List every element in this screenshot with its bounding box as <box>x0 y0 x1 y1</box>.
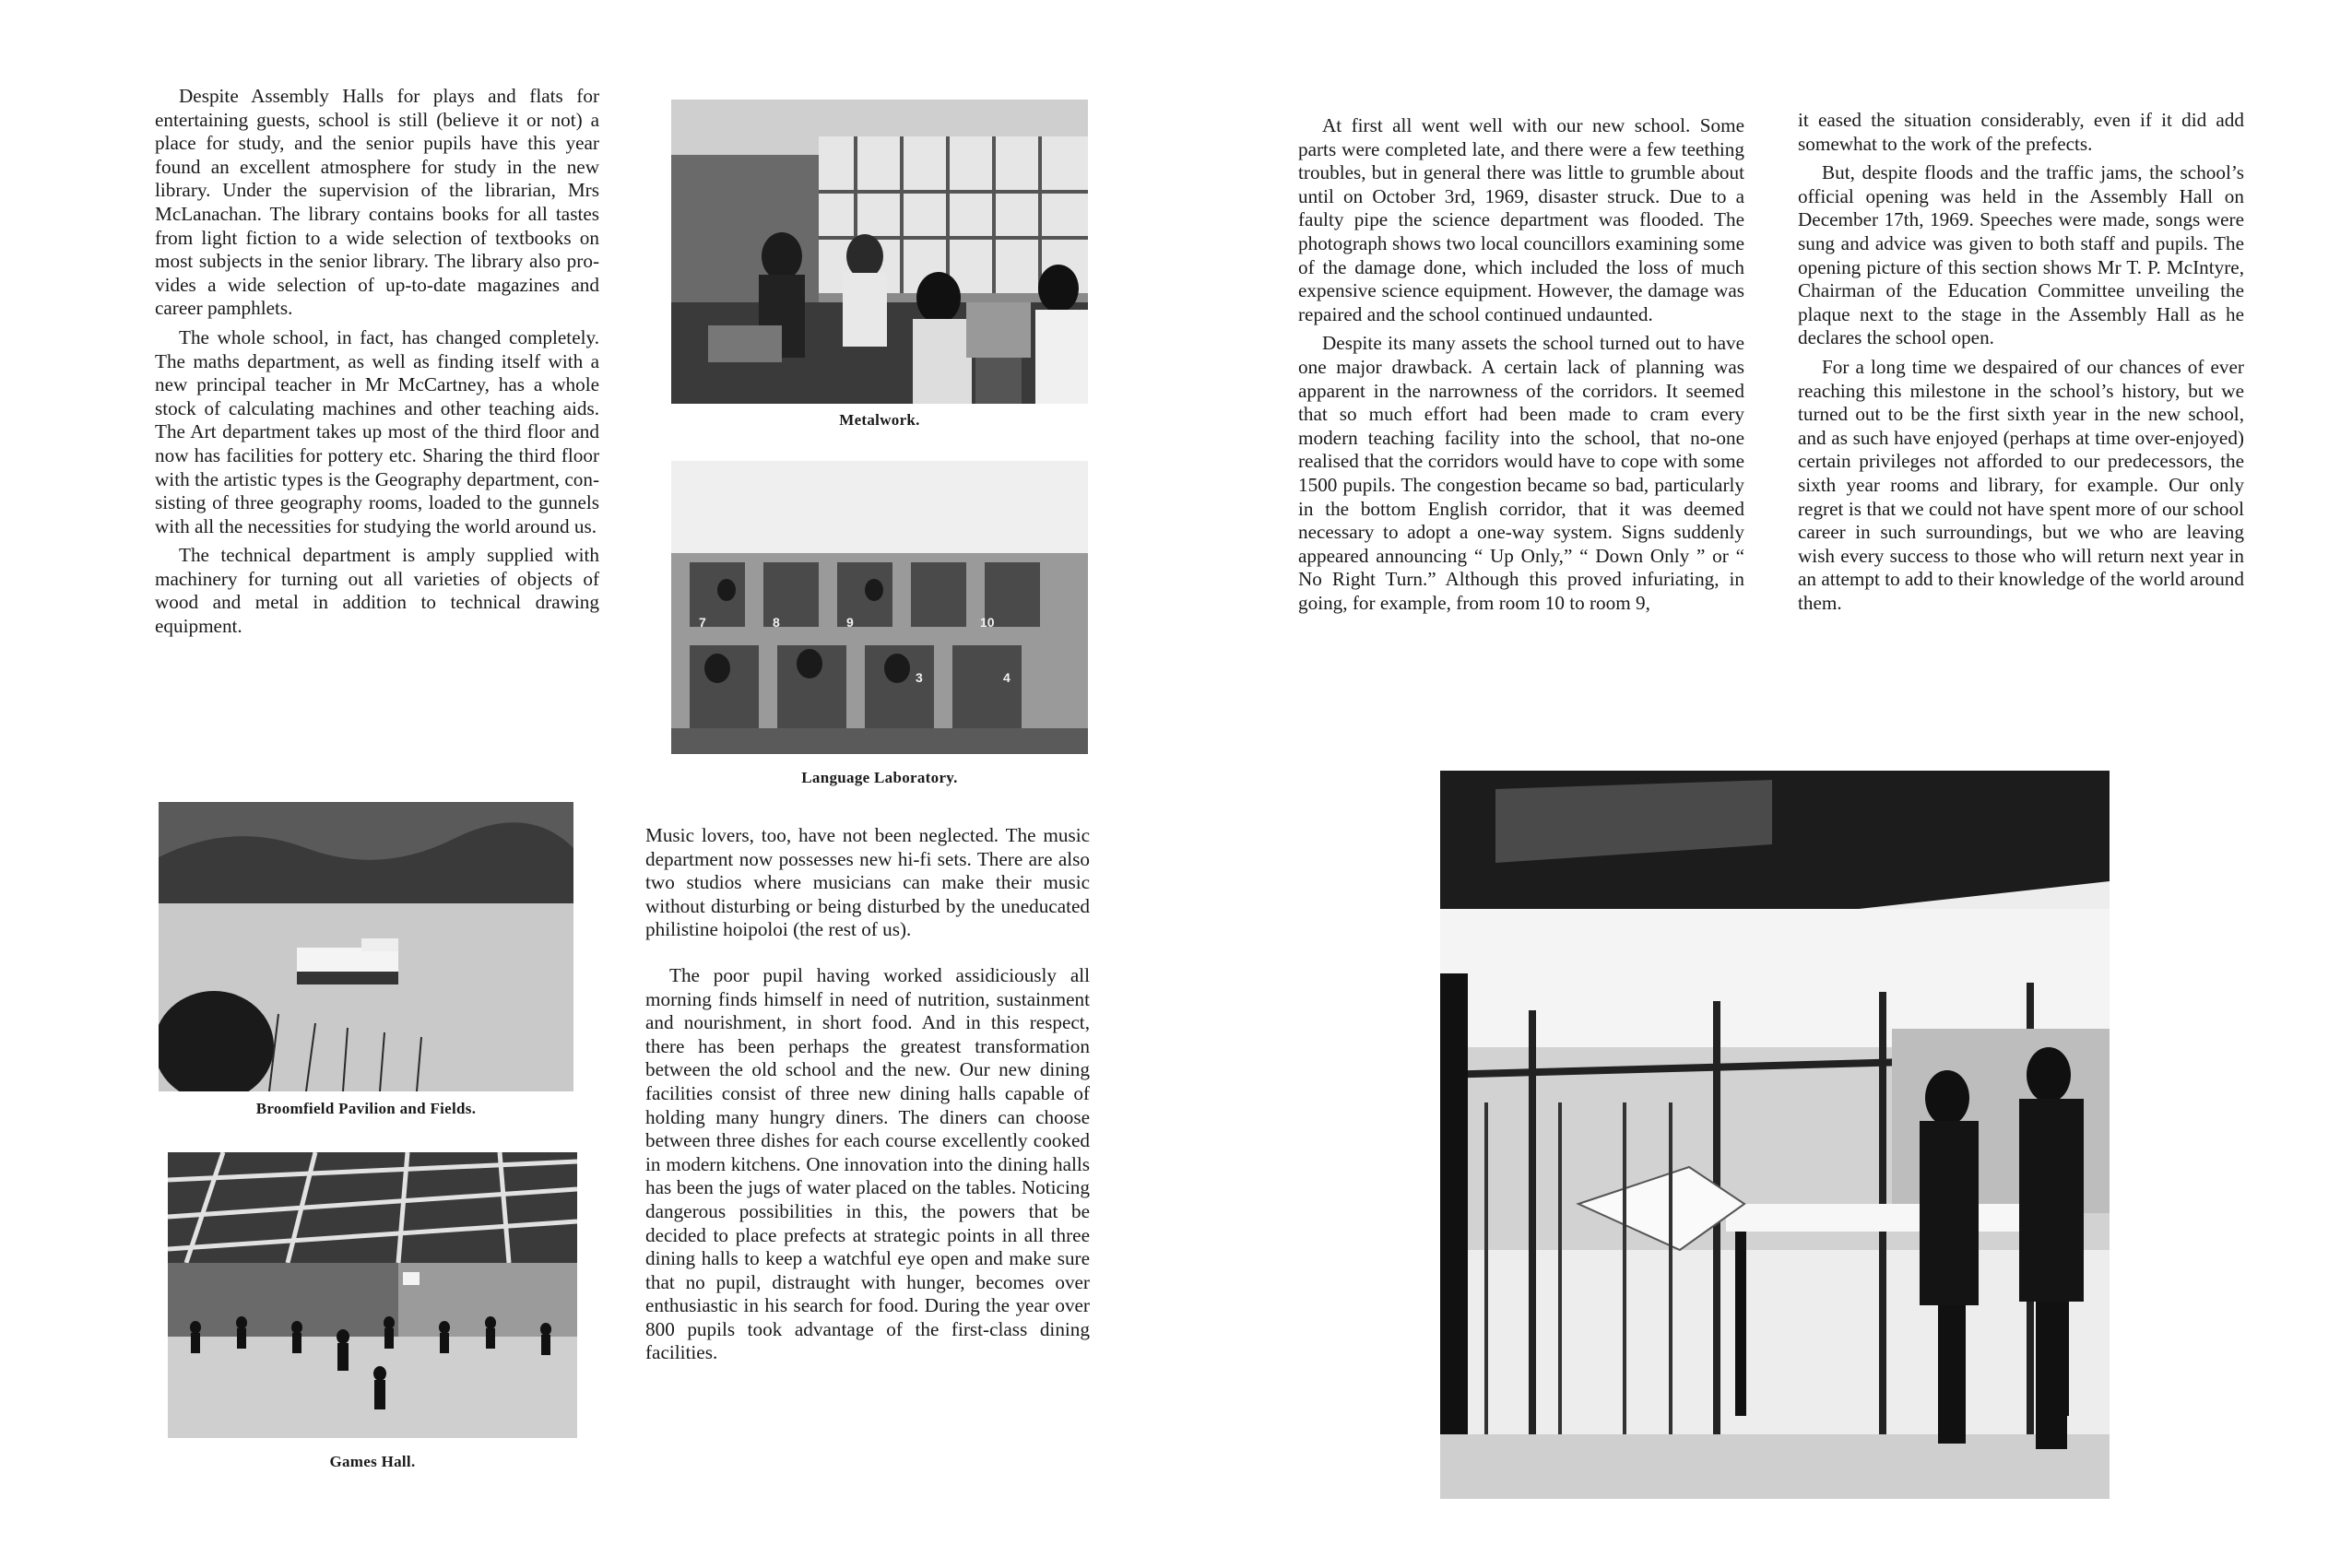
paragraph: For a long time we despaired of our chances of ever reaching this milestone in the school’s history, but we turned out to be the first sixth year in the new school, and as such have enjoyed (perhaps at time over-enjoyed) certain privileges not afforded to our predecessors, the sixth year rooms and library, for example. Our only regret is that we could not have spent more of our school career in such surroundings, but we who are leaving wish every success to those who will return next year in an attempt to add to their knowledge of the world around them. <box>1798 355 2244 614</box>
paragraph: Despite its many assets the school turned out to have one major drawback. A certain lack of planning was apparent in the narrowness of the corridors. It seemed that so much effort had been made to cram every modern teaching facility into the school, that no-one realised that the corridors would have to cope with some 1500 pupils. The congestion became so bad, particularly in the bottom English corridor, that it was deemed necessary to adopt a one-way system. Signs suddenly appeared announcing “ Up Only,” “ Down Only ” or “ No Right Turn.” Although this proved infuriating, in going, for example, from room 10 to room 9, <box>1298 332 1744 614</box>
booth-number: 10 <box>980 615 995 630</box>
paragraph: Despite Assembly Halls for plays and flats for entertaining guests, school is still (believe it or not) a place for study, and the senior pupils have this year found an excellent atmosphere for study in the new library. Under the supervision of the librarian, Mrs McLanachan. The library contains books for all tastes from light fiction to a wide selection of textbooks on most subjects in the senior library. The library also provides a wide selection of up-to-date magazines and career pamphlets. <box>155 85 599 320</box>
booth-number: 9 <box>846 615 854 630</box>
games-hall-photo <box>168 1152 577 1438</box>
games-hall-caption: Games Hall. <box>329 1453 416 1470</box>
paragraph: The poor pupil having worked assidiciously all morning finds himself in need of nutrition, sustainment and nourishment, in short food. And in this respect, there has been perhaps the greatest transformation between the old school and the new. Our new dining facilities consist of three new dining halls capable of holding many hungry diners. The diners can choose between three dishes for each course excellently cooked in modern kitchens. One innovation into the dining halls has been the jugs of water placed on the tables. Noticing dangerous possibilities in this, the powers that be decided to place prefects at strategic points in all three dining halls to keep a watchful eye open and make sure that no pupil, distraught with hunger, becomes over enthusiastic in his search for food. During the year over 800 pupils took advantage of the first-class dining facilities. <box>645 963 1090 1364</box>
paragraph: Music lovers, too, have not been neglected. The music department now possesses new hi-fi sets. There are also two studios where musicians can make their music without disturbing or being disturbed by the uneducated philistine hoipoloi (the rest of us). <box>645 824 1090 941</box>
paragraph: it eased the situation considerably, even if it did add somewhat to the work of the prefects. <box>1798 109 2244 155</box>
middle-column-bottom <box>645 824 1090 1365</box>
language-lab-photo <box>671 461 1088 754</box>
language-lab-caption: Language Laboratory. <box>801 769 958 786</box>
metalwork-photo <box>671 100 1088 404</box>
booth-number: 7 <box>699 615 706 630</box>
right-column-b <box>1798 109 2244 615</box>
paragraph: At first all went well with our new school. Some parts were completed late, and there were a few teething troubles, but in general there was little to grumble about until on October 3rd, 1969, disaster struck. Due to a faulty pipe the science department was flooded. The photograph shows two local councillors examining some of the damage done, which included the loss of much expensive science equipment. However, the damage was repaired and the school continued undaunted. <box>1298 114 1744 325</box>
opening-photo <box>1440 771 2110 1499</box>
paragraph: The technical department is amply supplied with machinery for turning out all varieties of objects of wood and metal in addition to technical drawing equipment. <box>155 544 599 638</box>
pavilion-photo <box>159 802 573 1091</box>
booth-number: 8 <box>773 615 780 630</box>
paragraph: But, despite floods and the traffic jams, the school’s official opening was held in the Assembly Hall on December 17th, 1969. Speeches were made, songs were sung and advice was given to both staff and pupils. The opening picture of this section shows Mr T. P. McIntyre, Chairman of the Education Committee unveiling the plaque next to the stage in the Assembly Hall as he declares the school open. <box>1798 161 2244 349</box>
left-column-top <box>155 85 599 639</box>
metalwork-caption: Metalwork. <box>839 411 920 429</box>
pavilion-caption: Broomfield Pavilion and Fields. <box>255 1100 477 1117</box>
right-column-a <box>1298 114 1744 615</box>
booth-number: 3 <box>916 670 923 685</box>
paragraph: The whole school, in fact, has changed completely. The maths department, as well as finding itself with a new principal teacher in Mr McCartney, has a whole stock of calculating machines and other teaching aids. The Art department takes up most of the third floor and now has facilities for pottery etc. Sharing the third floor with the artistic types is the Geography department, consisting of three geography rooms, loaded to the gunnels with all the necessities for studying the world around us. <box>155 325 599 537</box>
booth-number: 4 <box>1003 670 1011 685</box>
